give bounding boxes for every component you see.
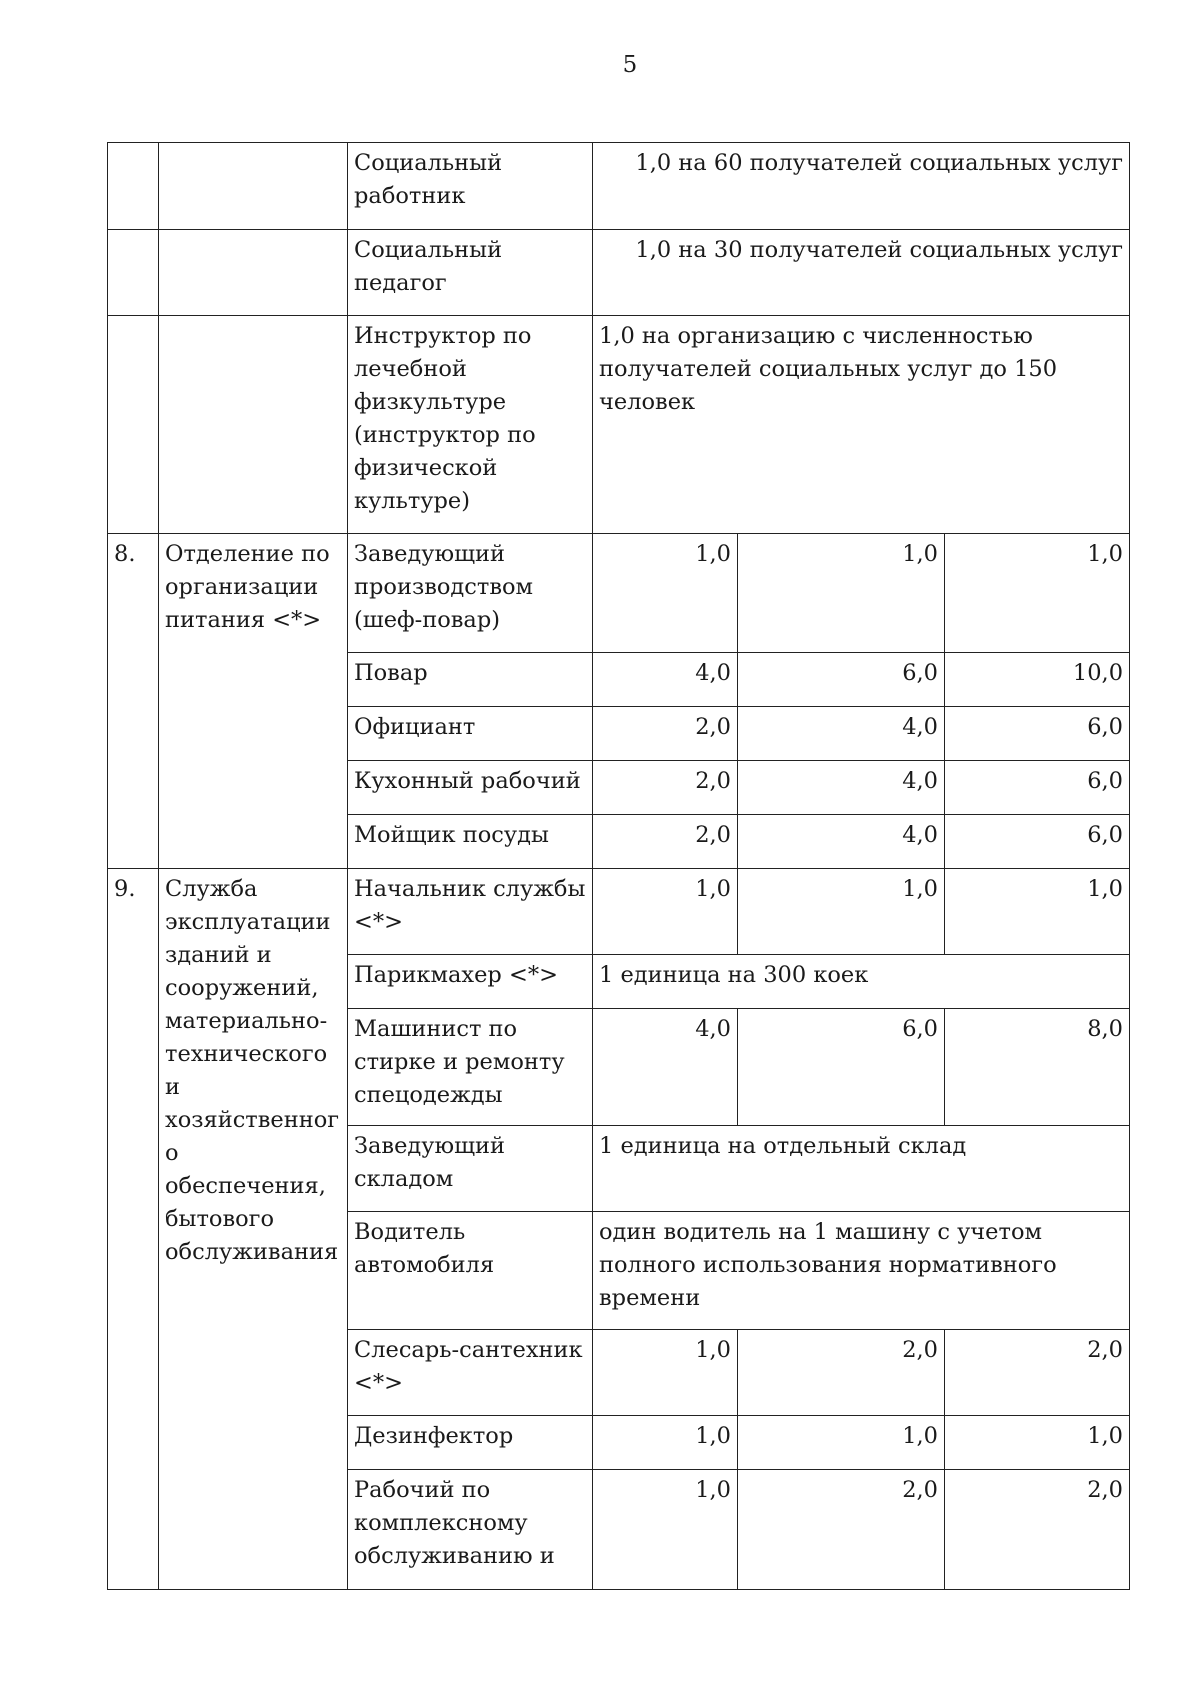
value-cell: 1,0: [945, 1416, 1130, 1470]
position-cell: Инструктор по лечебной физкультуре (инструктор по физической культуре): [348, 316, 593, 534]
table-row: [108, 534, 1130, 653]
position-cell: Заведующий производством (шеф-повар): [348, 534, 593, 653]
value-cell: 6,0: [738, 653, 945, 707]
value-cell: 10,0: [945, 653, 1130, 707]
department-cell: [159, 143, 348, 230]
value-cell: 1,0: [593, 534, 738, 653]
value-cell: 2,0: [593, 815, 738, 869]
value-cell: 1,0: [593, 1330, 738, 1416]
staffing-table: [107, 142, 1130, 1590]
value-cell: 4,0: [738, 815, 945, 869]
department-cell: Отделение по организации питания <*>: [159, 534, 348, 869]
norm-cell: 1,0 на 30 получателей социальных услуг: [593, 230, 1130, 316]
norm-cell: 1,0 на организацию с численностью получателей социальных услуг до 150 человек: [593, 316, 1130, 534]
value-cell: 1,0: [593, 1416, 738, 1470]
department-cell: Служба эксплуатации зданий и сооружений, материально-технического и хозяйственного обеспечения, бытового обслуживания: [159, 869, 348, 1590]
position-cell: Мойщик посуды: [348, 815, 593, 869]
table-row: [108, 143, 1130, 230]
position-cell: Официант: [348, 707, 593, 761]
norm-cell: один водитель на 1 машину с учетом полного использования нормативного времени: [593, 1212, 1130, 1330]
position-cell: Повар: [348, 653, 593, 707]
position-cell: Водитель автомобиля: [348, 1212, 593, 1330]
position-cell: Кухонный рабочий: [348, 761, 593, 815]
value-cell: 4,0: [593, 653, 738, 707]
value-cell: 4,0: [738, 761, 945, 815]
position-cell: Слесарь-сантехник <*>: [348, 1330, 593, 1416]
value-cell: 4,0: [738, 707, 945, 761]
table-row: [108, 230, 1130, 316]
value-cell: 2,0: [593, 707, 738, 761]
value-cell: 4,0: [593, 1009, 738, 1126]
position-cell: Социальный педагог: [348, 230, 593, 316]
department-cell: [159, 230, 348, 316]
position-cell: Рабочий по комплексному обслуживанию и: [348, 1470, 593, 1590]
value-cell: 2,0: [945, 1470, 1130, 1590]
value-cell: 1,0: [593, 869, 738, 955]
row-number-cell: [108, 143, 159, 230]
value-cell: 1,0: [738, 869, 945, 955]
row-number-cell: [108, 230, 159, 316]
value-cell: 1,0: [738, 1416, 945, 1470]
value-cell: 2,0: [738, 1470, 945, 1590]
table-row: [108, 869, 1130, 955]
value-cell: 2,0: [945, 1330, 1130, 1416]
row-number-cell: [108, 316, 159, 534]
page-number: 5: [622, 52, 638, 78]
position-cell: Дезинфектор: [348, 1416, 593, 1470]
value-cell: 8,0: [945, 1009, 1130, 1126]
department-cell: [159, 316, 348, 534]
value-cell: 6,0: [945, 761, 1130, 815]
value-cell: 6,0: [945, 707, 1130, 761]
value-cell: 1,0: [593, 1470, 738, 1590]
position-cell: Социальный работник: [348, 143, 593, 230]
value-cell: 1,0: [738, 534, 945, 653]
row-number-cell: 9.: [108, 869, 159, 1590]
position-cell: Начальник службы <*>: [348, 869, 593, 955]
value-cell: 6,0: [738, 1009, 945, 1126]
norm-cell: 1 единица на отдельный склад: [593, 1126, 1130, 1212]
norm-cell: 1,0 на 60 получателей социальных услуг: [593, 143, 1130, 230]
table-row: [108, 316, 1130, 534]
value-cell: 1,0: [945, 534, 1130, 653]
value-cell: 2,0: [593, 761, 738, 815]
position-cell: Парикмахер <*>: [348, 955, 593, 1009]
position-cell: Машинист по стирке и ремонту спецодежды: [348, 1009, 593, 1126]
value-cell: 6,0: [945, 815, 1130, 869]
position-cell: Заведующий складом: [348, 1126, 593, 1212]
norm-cell: 1 единица на 300 коек: [593, 955, 1130, 1009]
value-cell: 1,0: [945, 869, 1130, 955]
value-cell: 2,0: [738, 1330, 945, 1416]
row-number-cell: 8.: [108, 534, 159, 869]
